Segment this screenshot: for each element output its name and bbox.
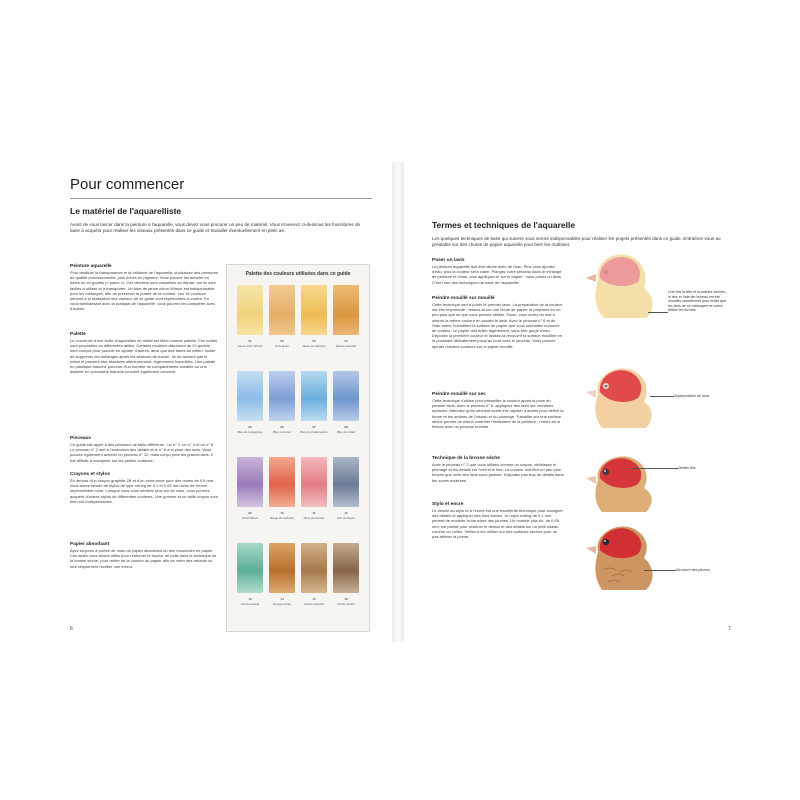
block-text: En dehors d'un crayon graphite 2B et d'un porte-mine pour des mines de 0,5 mm, vous aurez besoin de stylos de type rotring de 0,1 et 0,05 mm avec de l'encre imperméable noire. Lorsque vous vous sentirez plus sûr de vous, vous pourrez acquérir d'autres stylos de différentes couleurs. Une gomme et un taille-crayon sont bien sûr indispensables. [70, 478, 218, 504]
swatch-number: 07 [312, 425, 316, 429]
block-text: La peinture aquarelle doit être diluée avec de l'eau. Plus vous ajoutez d'eau, plus la couleur sera claire. Plongez votre pinceau dans le mélange de peinture et d'eau, puis appliquez-le sur le papier : vous posez un lavis. C'est l'une des techniques de base de l'aquarelle. [432, 264, 562, 285]
swatch-name: Ombre naturelle [303, 602, 325, 606]
book-gutter [392, 162, 404, 642]
swatch-name: Violet Winsor [241, 516, 259, 520]
swatch-13 [237, 543, 263, 593]
block-text: Cette technique s'utilise pour intensifier la couleur après la pose du premier lavis. Avec le pinceau n° 6, appliquez des lavis sur certaines surfaces. Attendez qu'ils sèchent avant d'en ajouter d'autres pour définir la forme et les ombres de l'oiseau et du plumage. Travailler sur une surface sèche permet de mieux contrôler l'étalement de la peinture ; retirez-en si besoin avec un pinceau humide. [432, 398, 564, 430]
swatch-name: Jaune citron Winsor [237, 344, 263, 348]
swatch-number: 13 [248, 597, 252, 601]
block-mouille-sec [432, 392, 564, 429]
block-heading: Peinture aquarelle [70, 264, 112, 269]
swatch-number: 02 [280, 339, 284, 343]
swatch-11 [301, 457, 327, 507]
swatch-name: Rouge de cadmium [269, 516, 295, 520]
swatch-14 [269, 543, 295, 593]
block-brosse-seche [432, 456, 564, 483]
block-text: Avec le pinceau n° 2 que vous utilisez comme un crayon, définissez le plumage et les détails sur l'oeil et le bec. La couleur doit être un peu plus foncée que celle des lavis sous-jacents. N'ajoutez pas trop de détails dans les zones éclairées. [432, 462, 564, 483]
block-stylo-encre [432, 502, 564, 539]
swatch-name: Ombre brûlée [337, 602, 355, 606]
swatch-number: 15 [312, 597, 316, 601]
callout-wash-note: Une fois la tête et la poitrine sèches, le dos et l'aile de l'oiseau ont été mouillés séparément pour éviter que les lavis ne se mélangent et mieux définir les formes. [668, 290, 727, 313]
swatch-number: 09 [248, 511, 252, 515]
block-text: Le couvercle d'une boîte d'aquarelles en métal est idéal comme palette. Ces boîtes sont proposées en différentes tailles. Certains modèles disposent de 24 godets sont conçus pour pouvoir en ajouter d'autres, ainsi que des tubes au milieu. Inutile de supprimer les mélanges après les séances de travail : ils ne tachent pas le métal et peuvent être réactivés ultérieurement, légèrement humidifiés. Une palette en plastique blanche pourvue d'un nombre de compartiments variable ou une assiette en porcelaine blanche peuvent également convenir. [70, 338, 218, 375]
swatch-name: Bleu de phtalocyanine [300, 430, 328, 434]
block-lavis [432, 258, 564, 285]
block-text: Pour restituer la transparence et la brillance de l'aquarelle, choisissez des peintures de qualité professionnelle, plus riches en pigment. Vous pouvez les acheter en tubes ou en godets (« pains »). Ces derniers sont conseillés au départ, car ils sont faciles à utiliser et à transporter. Un tube de jaune citron Winsor est indispensable pour les mélanges, afin de préserver la pureté de la couleur. Les 16 couleurs servant à la réalisation des oiseaux de ce guide sont répertoriées ci-contre. En vous familiarisant avec la pratique de l'aquarelle, vous pourrez les compléter avec d'autres. [70, 270, 218, 312]
swatch-number: 16 [344, 597, 348, 601]
callout-leader [630, 468, 678, 469]
block-palette [70, 332, 218, 374]
swatch-08 [333, 371, 359, 421]
block-heading: Papier absorbant [70, 542, 110, 547]
swatch-number: 08 [344, 425, 348, 429]
block-heading: Poser un lavis [432, 258, 465, 263]
block-text: Ce guide fait appel à des pinceaux de taille différente : un n° 2, un n° 4 et un n° 6. Le pinceau n° 2 sert à l'exécution des détails et le n° 6 à la pose des lavis. Vous pouvez également acheter un pinceau n° 10, mais conçu pour les grands lavis, il est difficile à manipuler sur les petites surfaces. [70, 442, 215, 463]
palette-title: Palette des couleurs utilisées dans ce guide [245, 271, 351, 277]
swatch-16 [333, 543, 359, 593]
block-heading: Stylo et encre [432, 502, 464, 507]
callout-feathers: Structure des plumes [676, 568, 710, 572]
swatch-10 [269, 457, 295, 507]
swatch-09 [237, 457, 263, 507]
swatch-04 [333, 285, 359, 335]
right-page [404, 162, 744, 642]
swatch-number: 05 [248, 425, 252, 429]
swatch-name: Gris de Payne [337, 516, 355, 520]
block-pinceaux [70, 436, 218, 463]
callout-superposition: Superposition de lavis [674, 394, 710, 398]
left-section-title: Le matériel de l'aquarelliste [70, 206, 182, 216]
swatch-name: Sienne naturelle [335, 344, 357, 348]
block-heading: Peindre mouillé sur sec [432, 392, 486, 397]
swatch-number: 14 [280, 597, 284, 601]
swatch-number: 06 [280, 425, 284, 429]
block-heading: Technique de la brosse sèche [432, 456, 500, 461]
swatch-name: Jaune de cadmium [302, 344, 326, 348]
right-section-title: Termes et techniques de l'aquarelle [432, 220, 576, 230]
swatch-01 [237, 285, 263, 335]
callout-leader [648, 312, 668, 313]
page-number-right: 7 [728, 626, 731, 632]
swatch-name: Bleu outremer [273, 430, 291, 434]
swatch-02 [269, 285, 295, 335]
block-heading: Crayons et stylos [70, 472, 110, 477]
swatch-name: Rose permanent [303, 516, 325, 520]
chapter-rule [70, 198, 372, 199]
swatch-05 [237, 371, 263, 421]
swatch-number: 12 [344, 511, 348, 515]
swatch-number: 01 [248, 339, 252, 343]
block-text: Cette technique sert à poser le premier lavis. La préparation de la couleur est très importante : ressez-la sur une chute de papier et préparez-en un peu plus que ce que vous pensez utiliser. Sinon, vous aurez du mal à obtenir la même couleur en posant le lavis. Avec le pinceau n° 6 et de l'eau claire, humidifiez la surface du papier que vous souhaitez recouvrir de couleur. Le papier doit briller légèrement, sans être gorgé d'eau. Déposez la première couleur et laissez-la recouvrir la surface mouillée en la poussant délicatement jusqu'au bord avec le pinceau. Vous pouvez ajouter d'autres couleurs sur le papier mouillé. [432, 302, 563, 349]
right-lead-paragraph: Les quelques techniques de base qui suivent vous seront indispensables pour réaliser les projets présentés dans ce guide. Entraînez-vous au préalable sur des chutes de papier aquarelle pour bien les maîtriser. [432, 236, 721, 247]
block-peinture [70, 264, 218, 312]
swatch-15 [301, 543, 327, 593]
block-papier [70, 542, 218, 569]
page-number-left: 6 [70, 626, 73, 632]
left-page [56, 162, 388, 642]
color-palette-panel [226, 264, 370, 632]
swatch-06 [269, 371, 295, 421]
callout-details: Détails fins [678, 466, 696, 470]
swatch-12 [333, 457, 359, 507]
swatch-number: 04 [344, 339, 348, 343]
bird-illustration-feathers [584, 514, 664, 590]
callout-leader [644, 570, 676, 571]
block-heading: Pinceaux [70, 436, 92, 441]
swatch-name: Bleu de manganèse [237, 430, 263, 434]
swatch-number: 10 [280, 511, 284, 515]
bird-illustration-wash [584, 240, 664, 320]
block-text: Le dessin au stylo et à l'encre est une excellente technique pour souligner des détails et appliquer des tons foncés. Un stylo rotring de 0,1 mm permet de modeler la structure des plumes. Un modèle plus fin, de 0,05 mm, est parfait pour restituer le dessin et des détails sur un petit oiseau comme un colibri. Veillez à les utiliser sur des surfaces sèches pour ne pas abîmer la pointe. [432, 508, 563, 540]
bird-illustration-details [584, 446, 664, 512]
left-lead-paragraph: Avant de vous lancer dans la peinture à l'aquarelle, vous devez vous procurer un peu de matériel. Vous trouverez ci-dessous les fournitures de base à acquérir pour réaliser les oiseaux présentés dans ce guide et travailler éventuellement en plein air. [70, 222, 361, 233]
swatch-number: 11 [312, 511, 316, 515]
swatch-name: Ocre jaune [275, 344, 289, 348]
swatch-name: Vert émeraude [240, 602, 260, 606]
block-crayons [70, 472, 218, 504]
swatch-number: 03 [312, 339, 316, 343]
bird-illustration-layers [584, 358, 664, 428]
swatch-name: Orange brûlée [273, 602, 291, 606]
block-heading: Palette [70, 332, 86, 337]
block-heading: Peindre mouillé sur mouillé [432, 296, 495, 301]
block-text: Ayez toujours à portée de main du papier absorbant ou des mouchoirs en papier. Ces aides vous seront utiles pour renforcer le touche de poils dans la technique de la brosse sèche, pour retirer de la couleur du papier afin de créer des rehauts ou tout simplement rectifier une erreur. [70, 548, 217, 569]
swatch-07 [301, 371, 327, 421]
swatch-name: Bleu de cobalt [337, 430, 355, 434]
block-mouille-mouille [432, 296, 564, 349]
chapter-title: Pour commencer [70, 176, 185, 193]
callout-leader [650, 396, 674, 397]
swatch-03 [301, 285, 327, 335]
